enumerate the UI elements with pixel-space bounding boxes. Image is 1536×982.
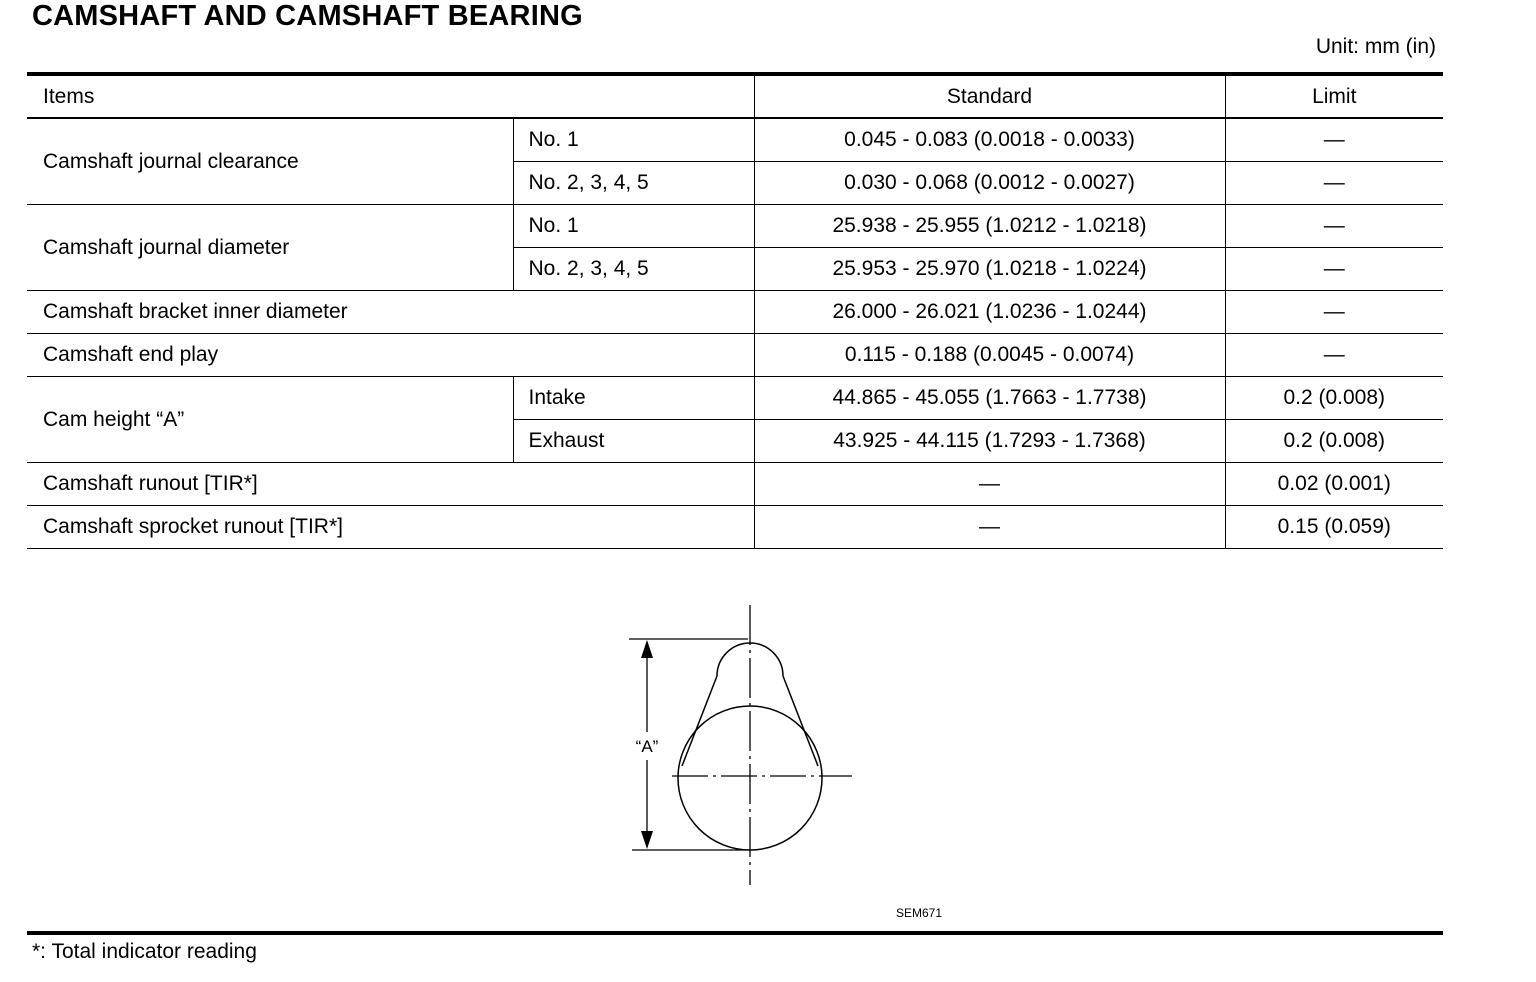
sub-item-cell: No. 1 (513, 205, 754, 248)
dimension-label: “A” (635, 737, 659, 756)
table-row (27, 463, 1443, 506)
item-cell: Camshaft journal clearance (27, 118, 513, 205)
table-row (27, 291, 1443, 334)
page-title: CAMSHAFT AND CAMSHAFT BEARING (32, 0, 583, 32)
limit-cell: — (1225, 118, 1443, 162)
limit-cell: — (1225, 205, 1443, 248)
item-cell: Camshaft sprocket runout [TIR*] (27, 506, 754, 549)
standard-cell: 26.000 - 26.021 (1.0236 - 1.0244) (754, 291, 1225, 334)
limit-cell: 0.2 (0.008) (1225, 377, 1443, 420)
table-row (27, 205, 1443, 248)
standard-cell: 44.865 - 45.055 (1.7663 - 1.7738) (754, 377, 1225, 420)
footer-divider (27, 931, 1443, 935)
spec-table (27, 72, 1443, 549)
item-cell: Cam height “A” (27, 377, 513, 463)
footnote: *: Total indicator reading (32, 940, 257, 963)
table-row (27, 377, 1443, 420)
limit-cell: 0.2 (0.008) (1225, 420, 1443, 463)
header-items: Items (27, 74, 754, 118)
sub-item-cell: Exhaust (513, 420, 754, 463)
standard-cell: — (754, 506, 1225, 549)
standard-cell: 0.115 - 0.188 (0.0045 - 0.0074) (754, 334, 1225, 377)
item-cell: Camshaft bracket inner diameter (27, 291, 754, 334)
table-row (27, 334, 1443, 377)
standard-cell: 0.045 - 0.083 (0.0018 - 0.0033) (754, 118, 1225, 162)
standard-cell: 43.925 - 44.115 (1.7293 - 1.7368) (754, 420, 1225, 463)
item-cell: Camshaft runout [TIR*] (27, 463, 754, 506)
table-header-row (27, 74, 1443, 118)
limit-cell: — (1225, 291, 1443, 334)
item-cell: Camshaft journal diameter (27, 205, 513, 291)
sub-item-cell: Intake (513, 377, 754, 420)
limit-cell: — (1225, 162, 1443, 205)
item-cell: Camshaft end play (27, 334, 754, 377)
limit-cell: — (1225, 334, 1443, 377)
sub-item-cell: No. 2, 3, 4, 5 (513, 162, 754, 205)
sub-item-cell: No. 2, 3, 4, 5 (513, 248, 754, 291)
limit-cell: 0.02 (0.001) (1225, 463, 1443, 506)
table-row (27, 118, 1443, 162)
header-standard: Standard (754, 74, 1225, 118)
figure-code: SEM671 (896, 906, 943, 920)
limit-cell: 0.15 (0.059) (1225, 506, 1443, 549)
standard-cell: 25.953 - 25.970 (1.0218 - 1.0224) (754, 248, 1225, 291)
unit-label: Unit: mm (in) (1315, 35, 1436, 58)
header-limit: Limit (1225, 74, 1443, 118)
standard-cell: — (754, 463, 1225, 506)
standard-cell: 25.938 - 25.955 (1.0212 - 1.0218) (754, 205, 1225, 248)
cam-height-diagram (620, 600, 870, 895)
sub-item-cell: No. 1 (513, 118, 754, 162)
cam-lobe-diagram-icon (620, 600, 870, 890)
standard-cell: 0.030 - 0.068 (0.0012 - 0.0027) (754, 162, 1225, 205)
table-row (27, 506, 1443, 549)
limit-cell: — (1225, 248, 1443, 291)
